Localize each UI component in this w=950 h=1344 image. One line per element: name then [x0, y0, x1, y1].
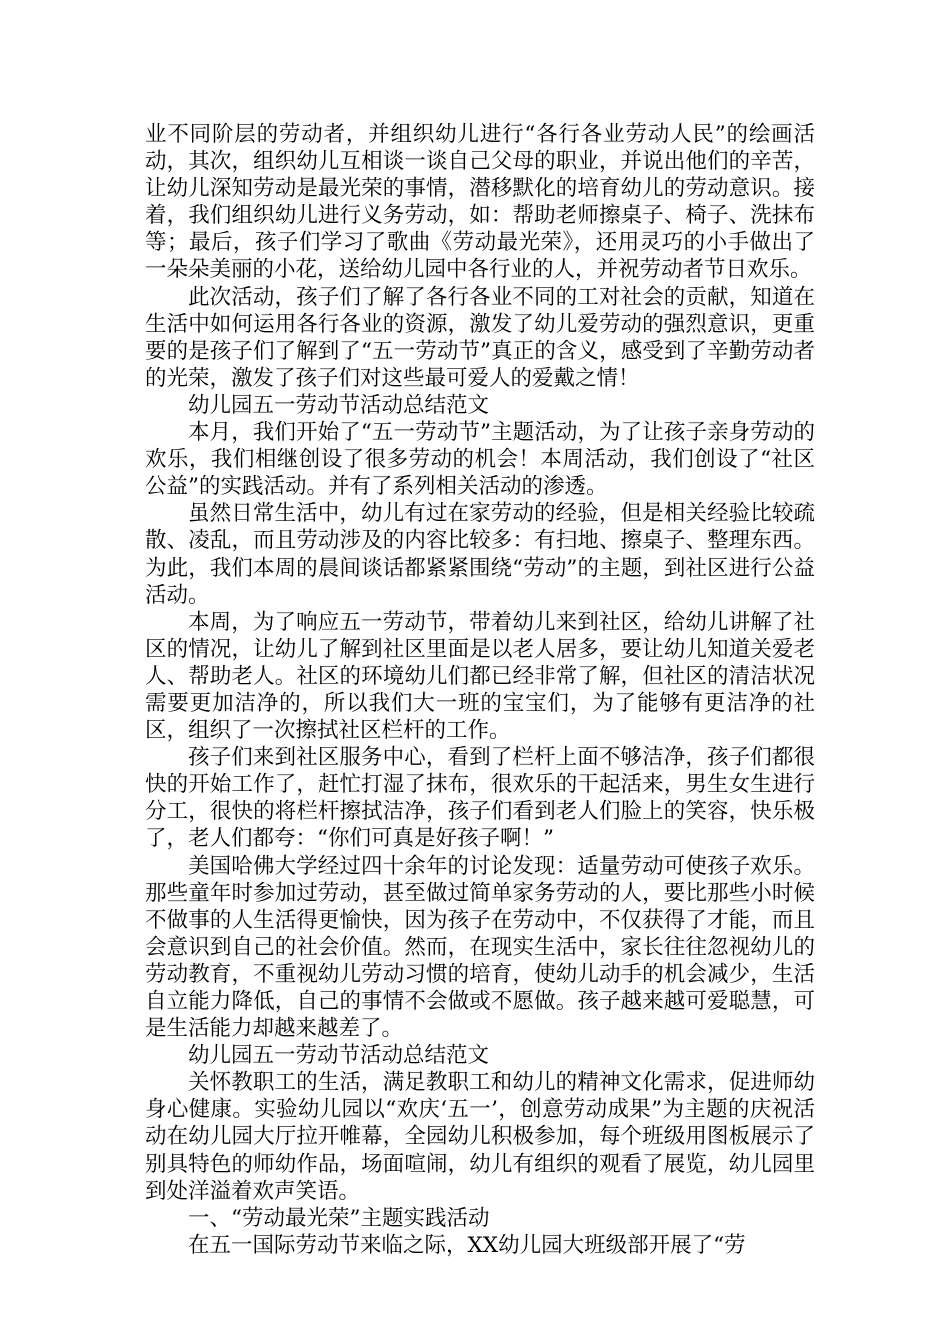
paragraph: 虽然日常生活中，幼儿有过在家劳动的经验，但是相关经验比较疏散、凌乱，而且劳动涉及的内容比较多：有扫地、擦桌子、整理东西。为此，我们本周的晨间谈话都紧紧围绕“劳动”的主题，到社区进行公益活动。 [145, 501, 815, 608]
paragraph: 本周，为了响应五一劳动节，带着幼儿来到社区，给幼儿讲解了社区的情况，让幼儿了解到社区里面是以老人居多，要让幼儿知道关爱老人、帮助老人。社区的环境幼儿们都已经非常了解，但社区的清洁状况需要更加洁净的，所以我们大一班的宝宝们，为了能够有更洁净的社区，组织了一次擦拭社区栏杆的工作。 [145, 609, 815, 744]
section-heading: 幼儿园五一劳动节活动总结范文 [188, 392, 490, 418]
paragraph: 关怀教职工的生活，满足教职工和幼儿的精神文化需求，促进师幼身心健康。实验幼儿园以“欢庆‘五一’，创意劳动成果”为主题的庆祝活动在幼儿园大厅拉开帷幕，全园幼儿积极参加，每个班级用图板展示了别具特色的师幼作品，场面喧闹，幼儿有组织的观看了展览，幼儿园里到处洋溢着欢声笑语。 [145, 1070, 815, 1204]
paragraph: 孩子们来到社区服务中心，看到了栏杆上面不够洁净，孩子们都很快的开始工作了，赶忙打湿了抹布，很欢乐的干起活来，男生女生进行分工，很快的将栏杆擦拭洁净，孩子们看到老人们脸上的笑容，快乐极了，老人们都夸：“你们可真是好孩子啊！” [145, 745, 815, 852]
paragraph: 美国哈佛大学经过四十余年的讨论发现：适量劳动可使孩子欢乐。那些童年时参加过劳动，甚至做过简单家务劳动的人，要比那些小时候不做事的人生活得更愉快，因为孩子在劳动中，不仅获得了才能，而且会意识到自己的社会价值。然而，在现实生活中，家长往往忽视幼儿的劳动教育，不重视幼儿劳动习惯的培育，使幼儿动手的机会减少，生活自立能力降低，自己的事情不会做或不愿做。孩子越来越可爱聪慧，可是生活能力却越来越差了。 [145, 853, 815, 1042]
subsection-heading: 一、“劳动最光荣”主题实践活动 [188, 1205, 490, 1231]
section-heading: 幼儿园五一劳动节活动总结范文 [188, 1043, 490, 1069]
paragraph: 此次活动，孩子们了解了各行各业不同的工对社会的贡献，知道在生活中如何运用各行各业的资源，激发了幼儿爱劳动的强烈意识，更重要的是孩子们了解到了“五一劳动节”真正的含义，感受到了辛勤劳动者的光荣，激发了孩子们对这些最可爱人的爱戴之情！ [145, 284, 815, 391]
paragraph: 本月，我们开始了“五一劳动节”主题活动，为了让孩子亲身劳动的欢乐，我们相继创设了很多劳动的机会！本周活动，我们创设了“社区公益”的实践活动。并有了系列相关活动的渗透。 [145, 420, 815, 500]
paragraph: 在五一国际劳动节来临之际，XX幼儿园大班级部开展了“劳 [188, 1232, 746, 1258]
document-body [145, 121, 815, 1259]
paragraph-continued: 业不同阶层的劳动者，并组织幼儿进行“各行各业劳动人民”的绘画活动，其次，组织幼儿互相谈一谈自己父母的职业，并说出他们的辛苦，让幼儿深知劳动是最光荣的事情，潜移默化的培育幼儿的劳动意识。接着，我们组织幼儿进行义务劳动，如：帮助老师擦桌子、椅子、洗抹布等；最后，孩子们学习了歌曲《劳动最光荣》，还用灵巧的小手做出了一朵朵美丽的小花，送给幼儿园中各行业的人，并祝劳动者节日欢乐。 [145, 122, 815, 283]
